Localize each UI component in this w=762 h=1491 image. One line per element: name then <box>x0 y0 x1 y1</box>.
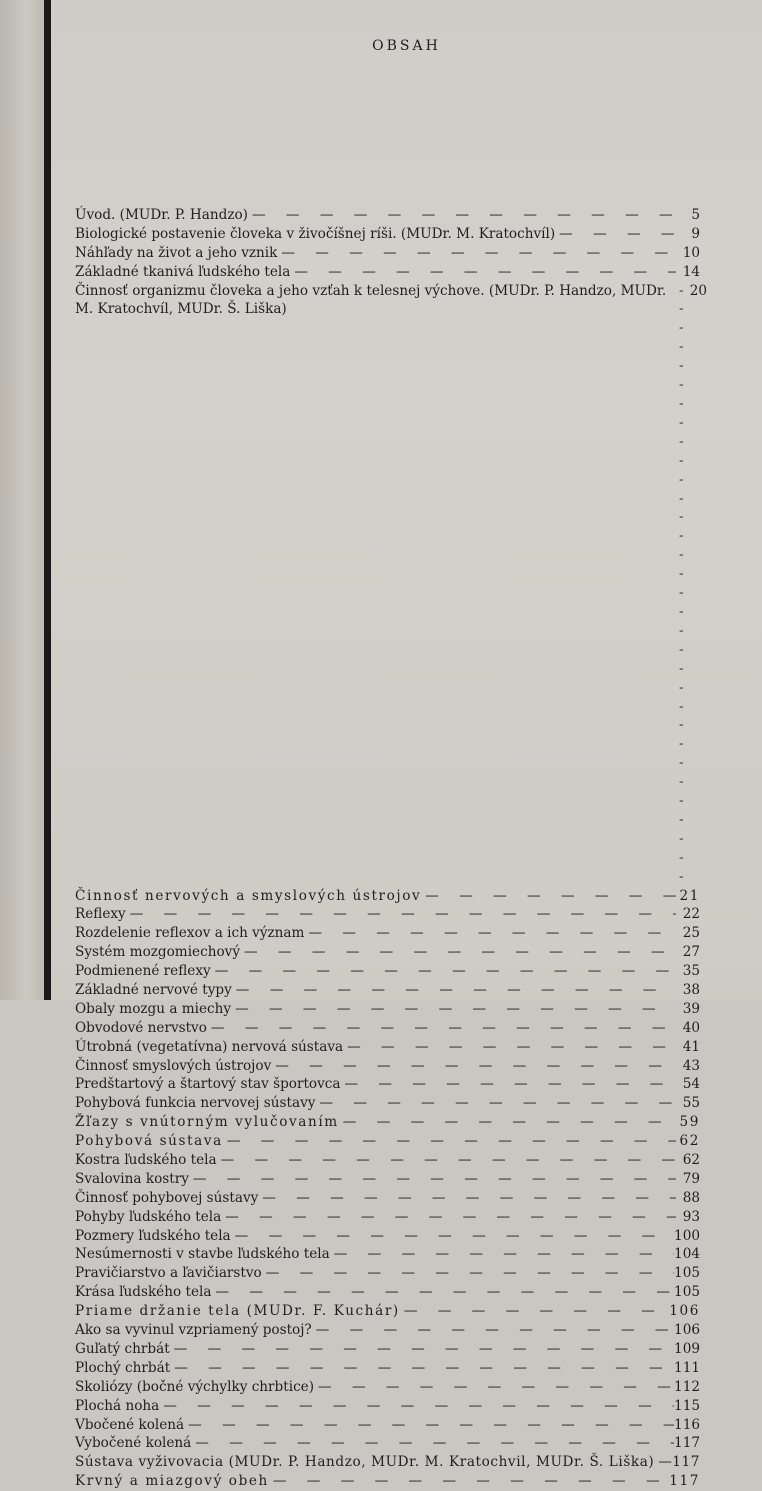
toc-entry-page: 116 <box>674 1416 700 1433</box>
toc-entry <box>75 1038 700 1057</box>
toc-entry-title: Pravičiarstvo a ľavičiarstvo <box>75 1265 262 1282</box>
leader-dashes <box>170 1359 674 1378</box>
toc-entry-title: Pohyby ľudského tela <box>75 1208 222 1225</box>
leader-dashes <box>170 1340 674 1359</box>
toc-entry-title: Predštartový a štartový stav športovca <box>75 1076 341 1093</box>
toc-entry-title: Krása ľudského tela <box>75 1284 212 1301</box>
toc-entry-title: Vbočené kolená <box>75 1416 185 1433</box>
leader-dashes <box>277 244 676 263</box>
leader-dashes <box>211 962 676 981</box>
toc-entry-page: 104 <box>674 1246 700 1263</box>
toc-entry-title: Reflexy <box>75 906 126 923</box>
toc-entry-title: Plochý chrbát <box>75 1359 171 1376</box>
leader-dashes <box>341 1075 676 1094</box>
toc-entry-page: 5 <box>691 207 700 223</box>
toc-entry-title: Ako sa vyvinul vzpriamený postoj? <box>75 1322 312 1339</box>
toc-entry <box>75 263 700 282</box>
toc-entry <box>75 282 707 887</box>
toc-entry-page: 9 <box>691 225 700 242</box>
toc-entry-title: Kostra ľudského tela <box>75 1152 217 1169</box>
toc-entry-page: 106 <box>674 1322 700 1339</box>
leader-dashes <box>339 1113 676 1132</box>
leader-dashes <box>271 1057 676 1076</box>
toc-entry <box>75 924 700 943</box>
leader-dashes <box>555 225 676 244</box>
leader-dashes <box>314 1378 674 1397</box>
leader-dashes <box>654 1453 672 1472</box>
toc-entry-page: 105 <box>674 1265 700 1282</box>
toc-entry-title: Pohybová sústava <box>75 1133 223 1150</box>
leader-dashes <box>315 1094 676 1113</box>
toc-entry <box>75 1075 700 1094</box>
toc-entry-title: Pohybová funkcia nervovej sústavy <box>75 1095 316 1112</box>
toc-entry-title: Žľazy s vnútorným vylučovaním <box>75 1114 339 1131</box>
toc-entry-title: Obvodové nervstvo <box>75 1019 207 1036</box>
toc-entry-title: Úvod. (MUDr. P. Handzo) <box>75 207 248 223</box>
leader-dashes <box>290 263 676 282</box>
leader-dashes <box>217 1151 676 1170</box>
toc-entry-title: Náhľady na život a jeho vznik <box>75 244 278 261</box>
toc-entry-title: Krvný a miazgový obeh <box>75 1473 269 1490</box>
toc-entry-title: Základné tkanivá ľudského tela <box>75 263 291 280</box>
toc-entry-page: 59 <box>679 1114 700 1131</box>
leader-dashes <box>330 1245 674 1264</box>
leader-dashes <box>231 1227 674 1246</box>
toc-entry <box>75 1094 700 1113</box>
leader-dashes <box>189 1170 676 1189</box>
toc-entry-page: 105 <box>674 1284 700 1301</box>
leader-dashes <box>232 981 676 1000</box>
toc-entry <box>75 1283 700 1302</box>
toc-entry <box>75 1264 700 1283</box>
toc-entry <box>75 1340 700 1359</box>
toc-entry-title: Biologické postavenie človeka v živočíšnej ríši. (MUDr. M. Kratochvíl) <box>75 225 556 242</box>
toc-entry-title: Nesúmernosti v stavbe ľudského tela <box>75 1246 330 1263</box>
toc-entry-page: 20 <box>689 282 707 299</box>
toc-entry-page: 14 <box>682 263 700 280</box>
leader-dashes <box>343 1038 676 1057</box>
leader-dashes <box>262 1264 674 1283</box>
toc-entry <box>75 1321 700 1340</box>
toc-entry-page: 35 <box>682 963 700 980</box>
toc-entry-page: 117 <box>669 1473 700 1490</box>
toc-entry <box>75 225 700 244</box>
toc-entry-page: 22 <box>682 906 700 923</box>
toc-entry-title: Obaly mozgu a miechy <box>75 1000 232 1017</box>
toc-entry-title: Útrobná (vegetatívna) nervová sústava <box>75 1038 344 1055</box>
leader-dashes <box>126 905 676 924</box>
book-spine <box>44 0 51 1000</box>
toc-entry-title: Plochá noha <box>75 1397 160 1414</box>
toc-entry-page: 39 <box>682 1000 700 1017</box>
toc-entry-page: 25 <box>682 925 700 942</box>
toc-entry-title: Priame držanie tela (MUDr. F. Kuchár) <box>75 1303 400 1320</box>
toc-entry-page: 88 <box>682 1189 700 1206</box>
leader-dashes <box>258 1189 676 1208</box>
toc-entry <box>75 1397 700 1416</box>
toc-entry <box>75 943 700 962</box>
toc-entry-page: 41 <box>682 1038 700 1055</box>
toc-entry <box>75 1378 700 1397</box>
toc-entry <box>75 1453 700 1472</box>
toc-entry-page: 117 <box>674 1435 700 1452</box>
toc-entry <box>75 244 700 263</box>
leader-dashes <box>184 1416 674 1435</box>
toc-entry-page: 43 <box>682 1057 700 1074</box>
leader-dashes <box>240 943 676 962</box>
toc-entry <box>75 1227 700 1246</box>
toc-entry-page: 55 <box>682 1095 700 1112</box>
leader-dashes <box>400 1302 669 1321</box>
toc-entry <box>75 1170 700 1189</box>
leader-dashes <box>248 206 676 225</box>
toc-entry-title: Guľatý chrbát <box>75 1340 170 1357</box>
toc-entry-title: Činnosť organizmu človeka a jeho vzťah k telesnej výchove. (MUDr. P. Handzo, MUDr. M. Kratochvíl, MUDr. Š. Liška) <box>75 282 667 318</box>
toc-entry-page: 100 <box>674 1227 700 1244</box>
left-page-edge <box>0 0 44 1000</box>
toc-entry-title: Pozmery ľudského tela <box>75 1227 231 1244</box>
toc-entry <box>75 1472 700 1491</box>
toc-entry <box>75 1132 700 1151</box>
leader-dashes <box>304 924 676 943</box>
toc-entry <box>75 1416 700 1435</box>
toc-entry <box>75 1151 700 1170</box>
leader-dashes <box>421 887 676 906</box>
leader-dashes <box>223 1132 676 1151</box>
toc-entry-page: 109 <box>674 1340 700 1357</box>
leader-dashes <box>675 282 683 887</box>
toc-entry-title: Činnosť pohybovej sústavy <box>75 1189 259 1206</box>
toc-entry-page: 21 <box>679 887 700 904</box>
toc-entry-page: 79 <box>682 1170 700 1187</box>
toc-entry-title: Základné nervové typy <box>75 982 232 999</box>
toc-entry <box>75 981 700 1000</box>
toc-entry <box>75 1208 700 1227</box>
toc-entry-title: Činnosť smyslových ústrojov <box>75 1057 272 1074</box>
leader-dashes <box>221 1208 676 1227</box>
toc-entry <box>75 962 700 981</box>
toc-entry-title: Podmienené reflexy <box>75 963 211 980</box>
toc-entry-page: 93 <box>682 1208 700 1225</box>
toc-entry <box>75 905 700 924</box>
leader-dashes <box>312 1321 674 1340</box>
toc-entry <box>75 1113 700 1132</box>
toc-entry <box>75 1359 700 1378</box>
toc-entry <box>75 1019 700 1038</box>
toc-entry <box>75 206 700 225</box>
toc-entry-title: Činnosť nervových a smyslových ústrojov <box>75 887 422 904</box>
toc-entry-page: 62 <box>682 1152 700 1169</box>
toc-entry <box>75 1245 700 1264</box>
toc-entry-page: 10 <box>682 244 700 261</box>
leader-dashes <box>231 1000 676 1019</box>
table-of-contents <box>75 206 707 1491</box>
leader-dashes <box>159 1397 674 1416</box>
toc-entry-page: 115 <box>674 1397 700 1414</box>
toc-entry-title: Sústava vyživovacia (MUDr. P. Handzo, MUDr. M. Kratochvil, MUDr. Š. Liška) <box>75 1454 655 1471</box>
leader-dashes <box>211 1283 674 1302</box>
toc-entry-title: Vybočené kolená <box>75 1435 192 1452</box>
toc-entry-title-wrapper <box>75 282 675 320</box>
toc-entry-title: Systém mozgomiechový <box>75 944 241 961</box>
page-title: OBSAH <box>372 38 441 54</box>
leader-dashes <box>191 1434 674 1453</box>
toc-entry <box>75 1057 700 1076</box>
toc-entry <box>75 1302 700 1321</box>
leader-dashes <box>207 1019 676 1038</box>
toc-entry-page: 62 <box>679 1133 700 1150</box>
toc-entry-page: 117 <box>672 1454 700 1471</box>
toc-entry <box>75 887 700 906</box>
toc-entry-title: Rozdelenie reflexov a ich význam <box>75 925 305 942</box>
toc-entry-page: 38 <box>682 982 700 999</box>
toc-entry-page: 54 <box>682 1076 700 1093</box>
toc-entry <box>75 1000 700 1019</box>
toc-entry <box>75 1434 700 1453</box>
toc-entry-title: Skoliózy (bočné výchylky chrbtice) <box>75 1378 315 1395</box>
leader-dashes <box>269 1472 669 1491</box>
toc-entry-page: 111 <box>674 1359 700 1376</box>
toc-entry-page: 40 <box>682 1019 700 1036</box>
toc-entry-page: 112 <box>674 1378 700 1395</box>
toc-entry-page: 27 <box>682 944 700 961</box>
toc-entry <box>75 1189 700 1208</box>
toc-entry-page: 106 <box>669 1303 700 1320</box>
toc-entry-title: Svalovina kostry <box>75 1170 189 1187</box>
